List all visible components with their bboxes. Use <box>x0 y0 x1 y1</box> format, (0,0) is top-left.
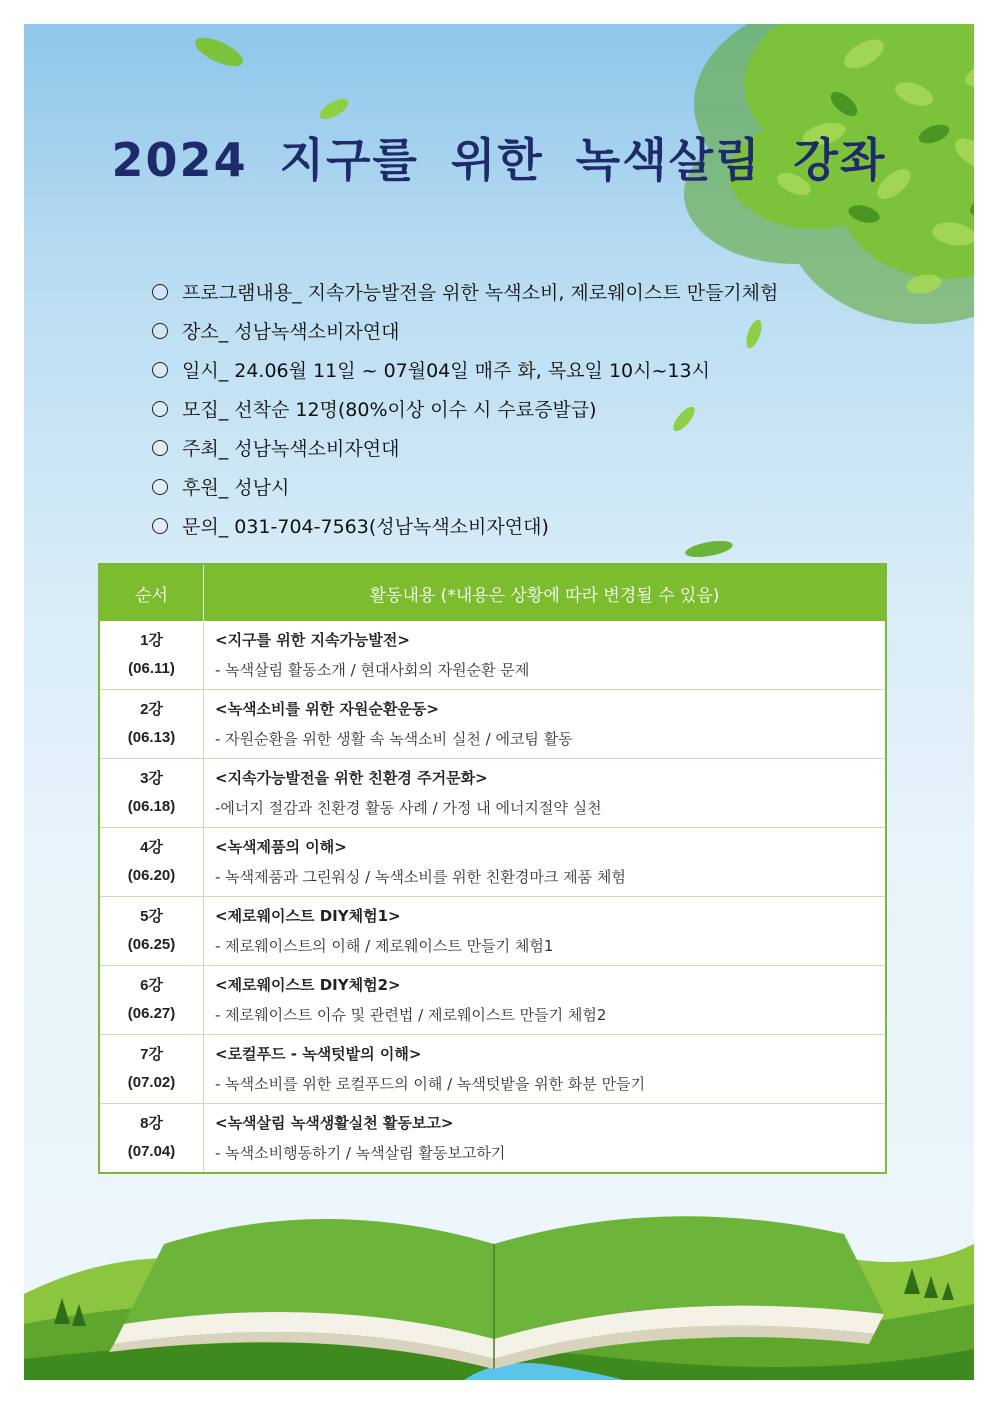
session-number: 8강 <box>140 1115 163 1132</box>
session-title: <녹색제품의 이해> <box>215 838 347 856</box>
session-cell <box>99 759 204 828</box>
info-text: 모집_ 선착순 12명(80%이상 이수 시 수료증발급) <box>182 399 597 421</box>
circle-bullet-icon <box>152 440 168 456</box>
session-detail: - 녹색살림 활동소개 / 현대사회의 자원순환 문제 <box>215 661 530 679</box>
info-item-contact <box>152 506 778 545</box>
info-text: 주최_ 성남녹색소비자연대 <box>182 438 400 460</box>
session-detail: - 제로웨이스트의 이해 / 제로웨이스트 만들기 체험1 <box>215 937 554 955</box>
session-date: (07.02) <box>127 1074 176 1091</box>
session-cell <box>99 828 204 897</box>
session-date: (06.25) <box>127 936 176 953</box>
info-text: 문의_ 031-704-7563(성남녹색소비자연대) <box>182 516 549 538</box>
circle-bullet-icon <box>152 518 168 534</box>
table-row <box>99 759 886 828</box>
poster <box>24 24 974 1380</box>
table-row <box>99 1104 886 1174</box>
session-cell <box>99 1104 204 1174</box>
content-cell <box>204 1035 887 1104</box>
session-detail: - 녹색제품과 그린워싱 / 녹색소비를 위한 친환경마크 제품 체험 <box>215 868 626 886</box>
leaf-icon <box>314 94 354 124</box>
session-title: <제로웨이스트 DIY체험2> <box>215 976 401 994</box>
session-number: 1강 <box>140 632 163 649</box>
session-date: (06.20) <box>127 867 176 884</box>
table-row <box>99 897 886 966</box>
session-date: (06.11) <box>128 660 175 677</box>
session-cell <box>99 897 204 966</box>
session-number: 3강 <box>140 770 163 787</box>
table-row <box>99 1035 886 1104</box>
circle-bullet-icon <box>152 401 168 417</box>
info-item-schedule <box>152 350 778 389</box>
info-text: 후원_ 성남시 <box>182 477 290 499</box>
session-detail: - 녹색소비행동하기 / 녹색살림 활동보고하기 <box>215 1144 506 1162</box>
info-text: 장소_ 성남녹색소비자연대 <box>182 321 400 343</box>
info-text: 일시_ 24.06월 11일 ~ 07월04일 매주 화, 목요일 10시~13시 <box>182 360 710 382</box>
info-item-program <box>152 272 778 311</box>
column-header-content: 활동내용 (*내용은 상황에 따라 변경될 수 있음) <box>204 564 887 621</box>
info-text: 프로그램내용_ 지속가능발전을 위한 녹색소비, 제로웨이스트 만들기체험 <box>182 282 779 304</box>
content-cell <box>204 966 887 1035</box>
session-detail: - 제로웨이스트 이슈 및 관련법 / 제로웨이스트 만들기 체험2 <box>215 1006 607 1024</box>
session-date: (06.18) <box>127 798 176 815</box>
table-row <box>99 828 886 897</box>
program-info-list <box>152 272 778 545</box>
session-title: <제로웨이스트 DIY체험1> <box>215 907 401 925</box>
content-cell <box>204 1104 887 1174</box>
schedule-table <box>98 563 887 1174</box>
session-detail: - 녹색소비를 위한 로컬푸드의 이해 / 녹색텃밭을 위한 화분 만들기 <box>215 1075 646 1093</box>
session-title: <로컬푸드 - 녹색텃밭의 이해> <box>215 1045 422 1063</box>
content-cell <box>204 621 887 690</box>
table-row <box>99 690 886 759</box>
session-title: <지속가능발전을 위한 친환경 주거문화> <box>215 769 488 787</box>
open-book-landscape-illustration <box>24 1174 974 1380</box>
column-header-order: 순서 <box>99 564 204 621</box>
table-header-row <box>99 564 886 621</box>
page-title: 2024 지구를 위한 녹색살림 강좌 <box>111 133 887 187</box>
info-item-place <box>152 311 778 350</box>
session-title: <녹색소비를 위한 자원순환운동> <box>215 700 439 718</box>
content-cell <box>204 828 887 897</box>
info-item-recruit <box>152 389 778 428</box>
session-cell <box>99 621 204 690</box>
info-item-sponsor <box>152 467 778 506</box>
circle-bullet-icon <box>152 362 168 378</box>
session-number: 2강 <box>140 701 163 718</box>
table-row <box>99 966 886 1035</box>
table-row <box>99 621 886 690</box>
session-cell <box>99 1035 204 1104</box>
session-detail: - 자원순환을 위한 생활 속 녹색소비 실천 / 에코팀 활동 <box>215 730 573 748</box>
session-cell <box>99 690 204 759</box>
circle-bullet-icon <box>152 284 168 300</box>
session-date: (06.27) <box>127 1005 176 1022</box>
leaf-icon <box>189 32 249 72</box>
session-date: (07.04) <box>127 1143 176 1160</box>
session-cell <box>99 966 204 1035</box>
content-cell <box>204 897 887 966</box>
session-detail: -에너지 절감과 친환경 활동 사례 / 가정 내 에너지절약 실천 <box>215 799 602 817</box>
session-number: 4강 <box>140 839 163 856</box>
session-date: (06.13) <box>127 729 176 746</box>
session-title: <녹색살림 녹색생활실천 활동보고> <box>215 1114 454 1132</box>
circle-bullet-icon <box>152 479 168 495</box>
session-number: 5강 <box>140 908 163 925</box>
content-cell <box>204 759 887 828</box>
circle-bullet-icon <box>152 323 168 339</box>
session-number: 6강 <box>140 977 163 994</box>
content-cell <box>204 690 887 759</box>
session-number: 7강 <box>140 1046 163 1063</box>
info-item-host <box>152 428 778 467</box>
session-title: <지구를 위한 지속가능발전> <box>215 631 410 649</box>
